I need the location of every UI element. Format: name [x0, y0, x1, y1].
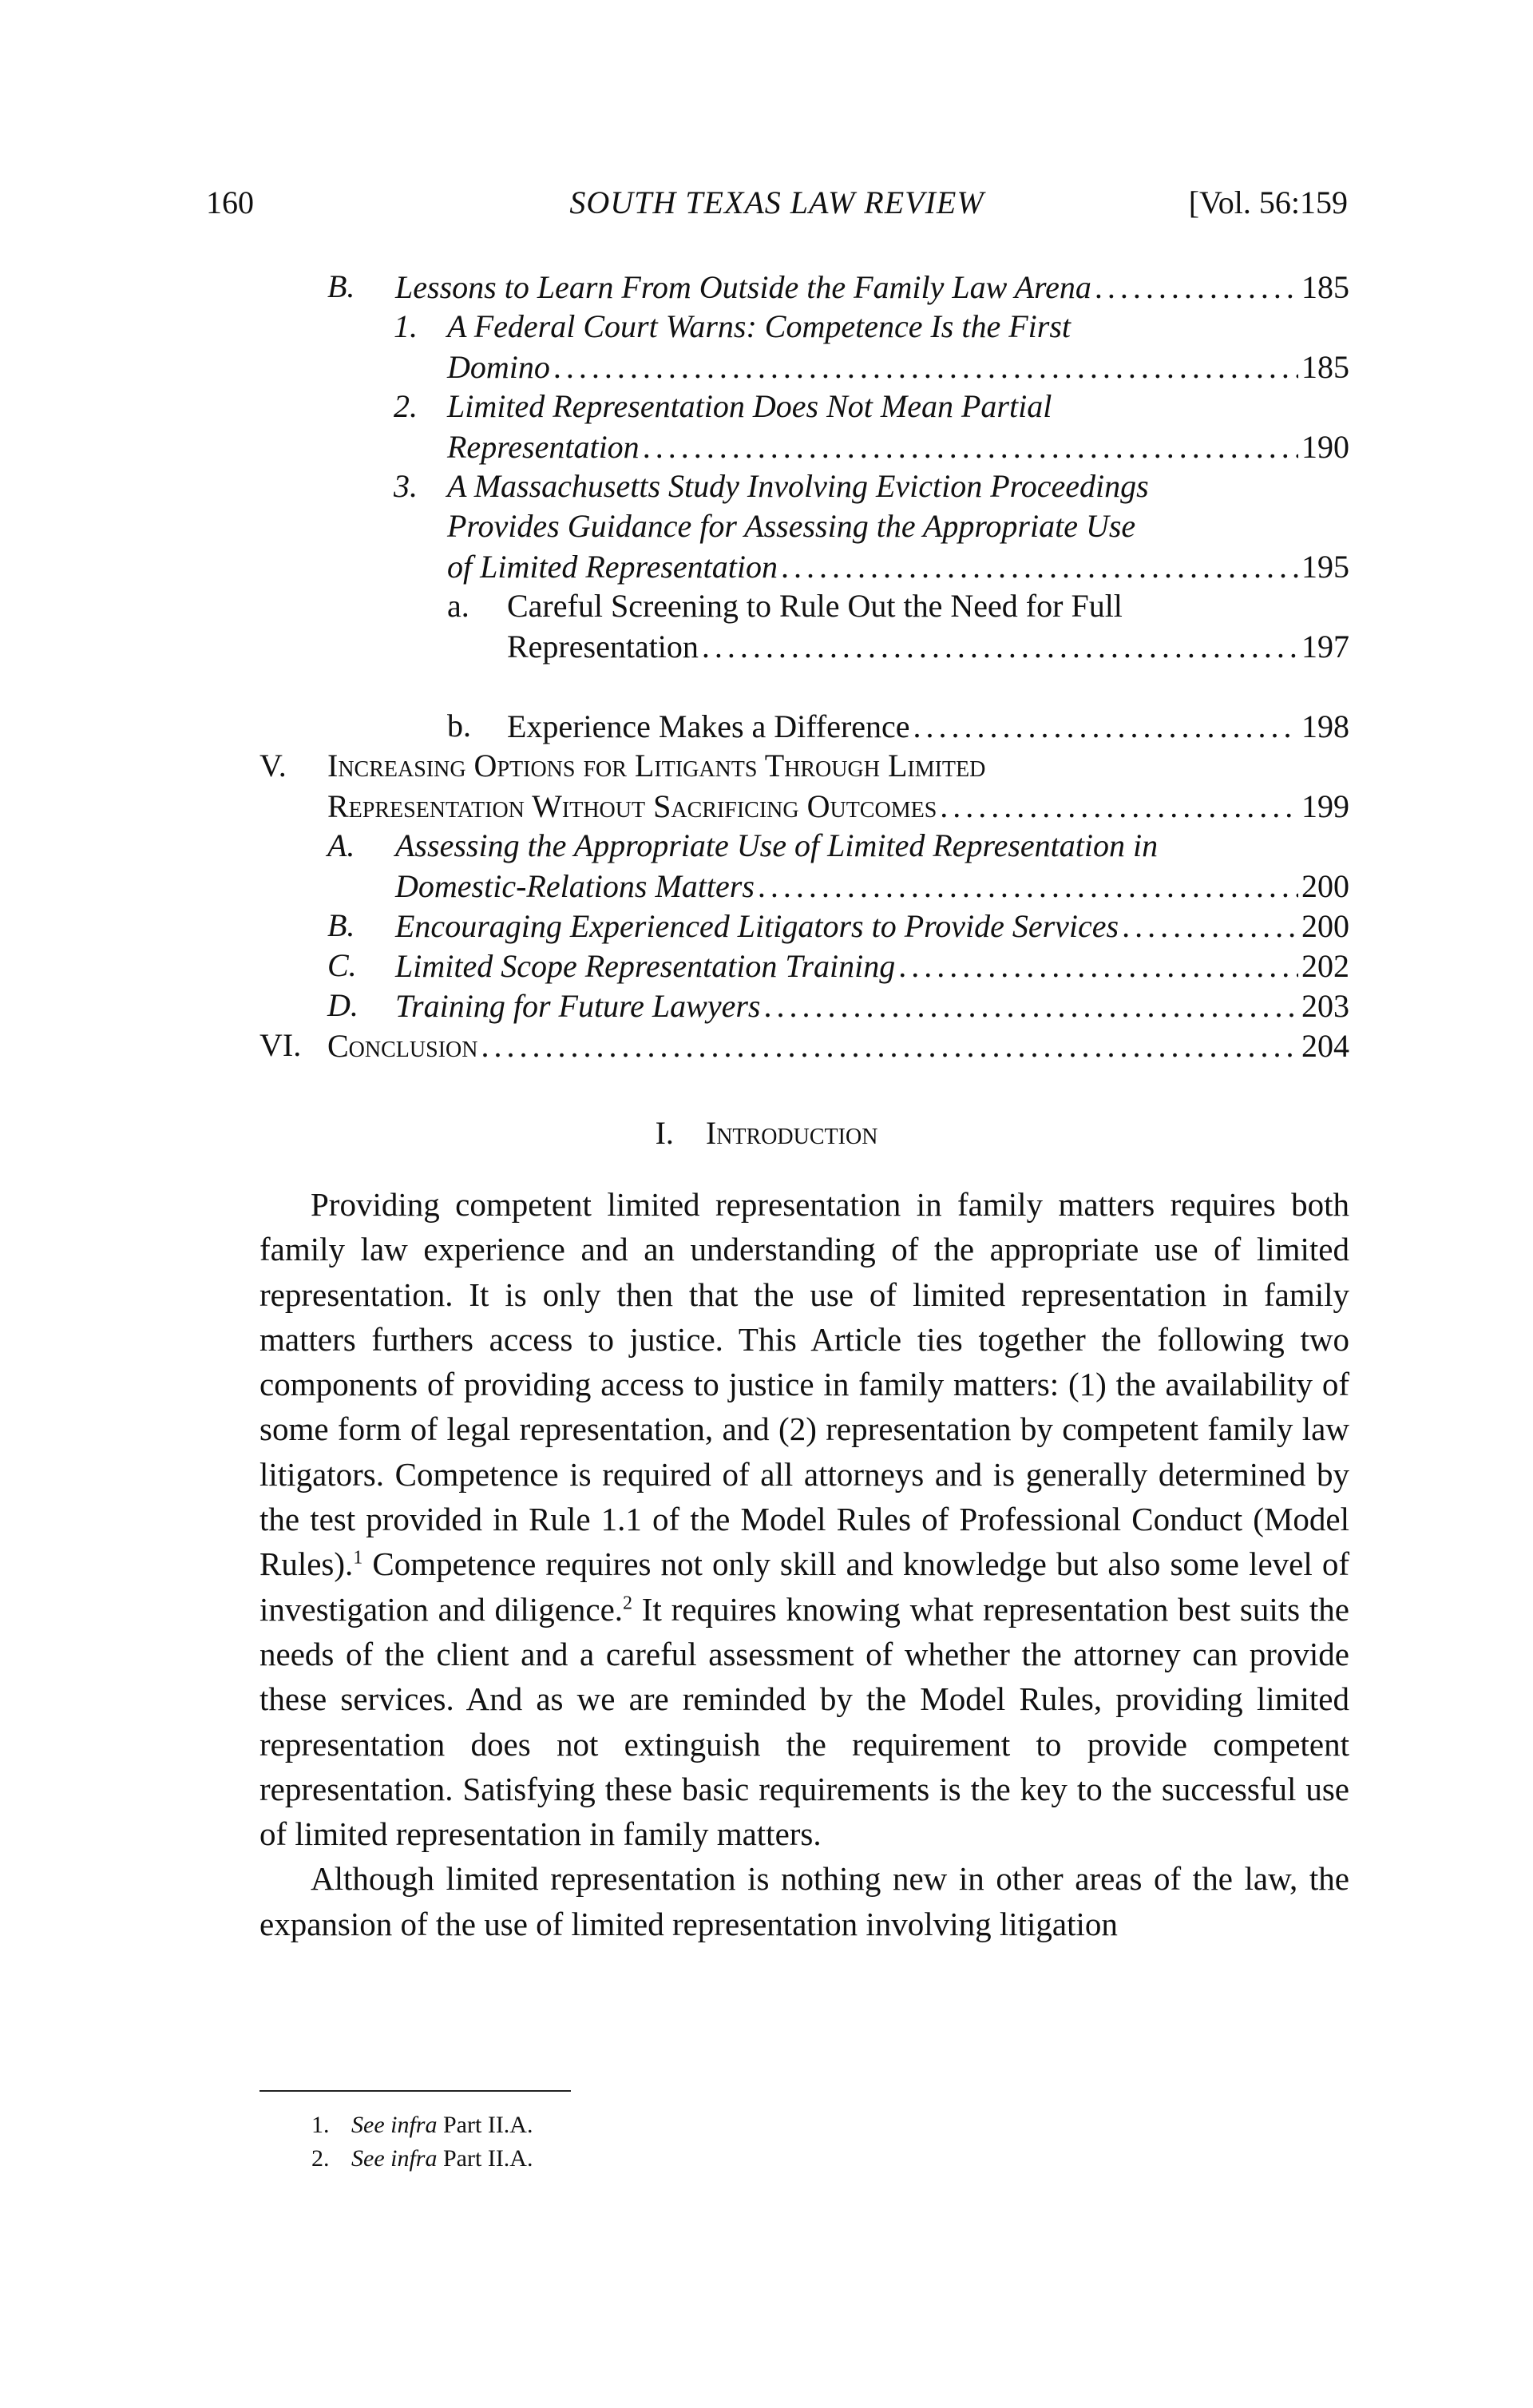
toc-entry-title: Representation — [447, 429, 640, 465]
toc-page-number: 200 — [1301, 868, 1349, 904]
toc-leader-dots — [702, 627, 1298, 667]
toc-entry-b-lessons[interactable] — [395, 268, 1349, 307]
toc-leader-dots — [643, 427, 1298, 467]
toc-leader-dots — [1122, 906, 1298, 946]
toc-label: B. — [327, 268, 355, 304]
toc-leader-dots — [758, 867, 1298, 906]
toc-label: C. — [327, 947, 357, 983]
toc-label: b. — [447, 708, 471, 744]
paragraph — [259, 1856, 1349, 1946]
table-of-contents — [0, 0, 1533, 1134]
paragraph-text: Although limited representation is nothing new in other areas of the law, the expansion of the use of limited representation involving litigation — [259, 1860, 1349, 1942]
toc-entry-b1[interactable] — [447, 347, 1349, 387]
toc-page-number: 203 — [1301, 988, 1349, 1024]
toc-page-number: 185 — [1301, 349, 1349, 385]
toc-entry-title: Encouraging Experienced Litigators to Provide Services — [395, 908, 1119, 944]
toc-label: 3. — [394, 468, 418, 504]
toc-page-number: 197 — [1301, 629, 1349, 664]
toc-leader-dots — [481, 1026, 1298, 1066]
footnote-reference[interactable]: 1 — [353, 1547, 363, 1569]
section-title: Introduction — [705, 1115, 878, 1151]
toc-leader-dots — [898, 946, 1298, 986]
section-number: I. — [655, 1115, 674, 1151]
section-heading — [0, 1114, 1533, 1152]
toc-page-number: 195 — [1301, 549, 1349, 585]
footnote — [311, 2108, 533, 2142]
toc-entry-title: of Limited Representation — [447, 549, 778, 585]
paragraph-text: Providing competent limited representation in family matters requires both family law experience and an understanding of the appropriate use of limited representation. It is only then that the use of limited representation in family matters furthers access to justice. This Article ties together the following two components of providing access to justice in family matters: (1) the availability of some form of legal representation, and (2) representation by competent family law litigators. Competence is required of all attorneys and is generally determined by the test provided in Rule 1.1 of the Model Rules of Professional Conduct (Model Rules). — [259, 1186, 1349, 1583]
article-body — [259, 1182, 1349, 1946]
toc-page-number: 200 — [1301, 908, 1349, 944]
journal-title: SOUTH TEXAS LAW REVIEW — [569, 184, 984, 220]
toc-page-number: 190 — [1301, 429, 1349, 465]
toc-entry-title: Training for Future Lawyers — [395, 988, 761, 1024]
footnote-reference-text: Part II.A. — [443, 2145, 533, 2172]
toc-entry-vi[interactable] — [327, 1026, 1349, 1066]
toc-page-number: 185 — [1301, 269, 1349, 305]
toc-leader-dots — [940, 787, 1298, 827]
footnote-number: 2. — [311, 2145, 330, 2172]
toc-leader-dots — [913, 707, 1298, 747]
toc-page-number: 198 — [1301, 708, 1349, 744]
footnote-signal: See — [351, 2112, 385, 2138]
footnote-divider — [259, 2090, 571, 2092]
footnote-signal: infra — [390, 2112, 438, 2138]
toc-entry-title: Limited Representation Does Not Mean Partial — [447, 388, 1052, 424]
paragraph-text: Competence requires not only skill and knowledge but also some level of investigation and diligence. — [259, 1545, 1349, 1628]
toc-page-number: 204 — [1301, 1028, 1349, 1064]
toc-entry-title: Increasing Options for Litigants Through Limited — [327, 748, 986, 783]
toc-leader-dots — [1095, 268, 1298, 307]
toc-label: V. — [259, 748, 287, 783]
toc-entry-va[interactable] — [395, 867, 1349, 906]
toc-entry-b3a[interactable] — [507, 627, 1349, 667]
toc-leader-dots — [781, 547, 1298, 587]
toc-label: A. — [327, 827, 355, 863]
toc-entry-title: Lessons to Learn From Outside the Family Law Arena — [395, 269, 1091, 305]
toc-leader-dots — [553, 347, 1298, 387]
toc-entry-title: Experience Makes a Difference — [507, 708, 910, 744]
toc-entry-title: Assessing the Appropriate Use of Limited Representation in — [395, 827, 1159, 863]
paragraph-text: It requires knowing what representation best suits the needs of the client and a careful assessment of whether the attorney can provide these services. And as we are reminded by the Model Rules, providing limited representation does not extinguish the requirement to provide competent representation. Satisfying these basic requirements is the key to the successful use of limited representation in family matters. — [259, 1590, 1349, 1853]
footnote-number: 1. — [311, 2112, 330, 2138]
paragraph — [259, 1182, 1349, 1856]
toc-page-number: 202 — [1301, 948, 1349, 984]
toc-entry-title: A Massachusetts Study Involving Eviction Proceedings — [447, 468, 1149, 504]
toc-entry-b3b[interactable] — [507, 707, 1349, 747]
page-number: 160 — [206, 184, 254, 220]
footnote-signal: See — [351, 2145, 385, 2172]
footnote-reference-text: Part II.A. — [443, 2112, 533, 2138]
toc-label: B. — [327, 907, 355, 943]
toc-entry-title: Limited Scope Representation Training — [395, 948, 896, 984]
toc-label: D. — [327, 987, 358, 1023]
toc-entry-vc[interactable] — [395, 946, 1349, 986]
toc-entry-title: Representation — [507, 629, 699, 664]
toc-label: 1. — [394, 308, 418, 344]
toc-entry-vd[interactable] — [395, 986, 1349, 1026]
toc-entry-title: Domino — [447, 349, 550, 385]
toc-entry-title: Careful Screening to Rule Out the Need for Full — [507, 588, 1123, 624]
toc-entry-title: A Federal Court Warns: Competence Is the First — [447, 308, 1072, 344]
footnotes — [311, 2108, 533, 2176]
footnote — [311, 2142, 533, 2176]
toc-entry-vb[interactable] — [395, 906, 1349, 946]
toc-entry-b3[interactable] — [447, 547, 1349, 587]
toc-entry-b2[interactable] — [447, 427, 1349, 467]
toc-page-number: 199 — [1301, 788, 1349, 824]
toc-label: VI. — [259, 1027, 302, 1063]
footnote-signal: infra — [390, 2145, 438, 2172]
footnote-reference[interactable]: 2 — [623, 1593, 633, 1614]
toc-entry-title: Provides Guidance for Assessing the Appropriate Use — [447, 508, 1136, 544]
toc-entry-title: Representation Without Sacrificing Outcomes — [327, 788, 937, 824]
toc-label: a. — [447, 588, 469, 624]
volume-citation: [Vol. 56:159 — [1188, 184, 1348, 220]
toc-leader-dots — [763, 986, 1298, 1026]
toc-label: 2. — [394, 388, 418, 424]
toc-entry-v[interactable] — [327, 787, 1349, 827]
toc-entry-title: Conclusion — [327, 1028, 478, 1064]
toc-entry-title: Domestic-Relations Matters — [395, 868, 755, 904]
